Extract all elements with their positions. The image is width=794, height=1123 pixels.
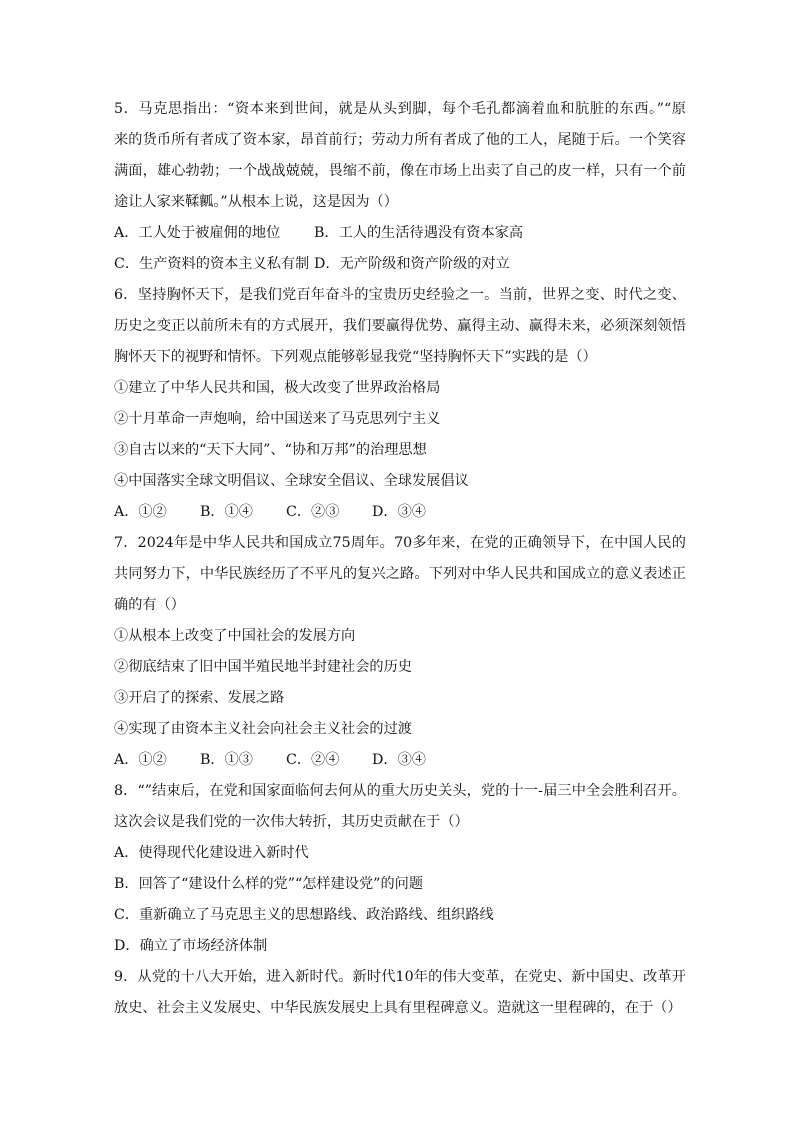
question-6-option-c: C．②③	[286, 504, 340, 520]
question-6-stem-line: 胸怀天下的视野和情怀。下列观点能够彰显我党“坚持胸怀天下”实践的是（）	[114, 349, 597, 365]
question-8-stem-line: 这次会议是我们党的一次伟大转折，其历史贡献在于（）	[114, 814, 469, 830]
question-6-stem-line: 历史之变正以前所未有的方式展开，我们要赢得优势、赢得主动、赢得未来，必须深刻领悟	[114, 318, 686, 334]
question-8-option-c: C．重新确立了马克思主义的思想路线、政治路线、组织路线	[114, 907, 494, 923]
question-8	[114, 776, 686, 962]
question-6-item: ②十月革命一声炮响，给中国送来了马克思列宁主义	[114, 411, 441, 427]
question-5-option-c: C．生产资料的资本主义私有制	[114, 256, 310, 272]
question-5-options-row-2	[114, 249, 686, 280]
question-6-item: ④中国落实全球文明倡议、全球安全倡议、全球发展倡议	[114, 473, 469, 489]
question-9	[114, 962, 686, 1024]
question-content	[114, 94, 686, 1024]
question-6-option-a: A．①②	[114, 504, 167, 520]
question-9-stem-line: 9．从党的十八大开始，进入新时代。新时代10年的伟大变革，在党史、新中国史、改革开	[114, 969, 686, 985]
question-8-option-d: D．确立了市场经济体制	[114, 938, 268, 954]
question-6-item: ①建立了中华人民共和国，极大改变了世界政治格局	[114, 380, 441, 396]
question-7-item: ③开启了的探索、发展之路	[114, 690, 285, 706]
question-5-option-d: D．无产阶级和资产阶级的对立	[314, 256, 510, 272]
question-5-stem-line: 满面，雄心勃勃；一个战战兢兢，畏缩不前，像在市场上出卖了自己的皮一样，只有一个前	[114, 163, 686, 179]
question-6-option-b: B．①④	[200, 504, 253, 520]
question-7-option-d: D．③④	[372, 752, 426, 768]
question-7-option-c: C．②④	[286, 752, 340, 768]
question-6-option-d: D．③④	[372, 504, 426, 520]
question-5-option-b: B．工人的生活待遇没有资本家高	[314, 225, 524, 241]
question-7-stem-line: 共同努力下，中华民族经历了不平凡的复兴之路。下列对中华人民共和国成立的意义表述正	[114, 566, 686, 582]
question-7-stem-line: 确的有（）	[114, 597, 185, 613]
question-7-stem-line: 7．2024年是中华人民共和国成立75周年。70多年来，在党的正确领导下，在中国人民的	[114, 535, 686, 551]
question-5-stem-line: 途让人家来鞣瓤。”从根本上说，这是因为（）	[114, 194, 398, 210]
question-6-item: ③自古以来的“天下大同”、“协和万邦”的治理思想	[114, 442, 427, 458]
question-7-item: ①从根本上改变了中国社会的发展方向	[114, 628, 356, 644]
question-7-item: ②彻底结束了旧中国半殖民地半封建社会的历史	[114, 659, 412, 675]
question-5-stem-line: 5．马克思指出：“资本来到世间，就是从头到脚，每个毛孔都滴着血和肮脏的东西。”“原	[114, 101, 686, 117]
question-5	[114, 94, 686, 280]
question-7	[114, 528, 686, 776]
question-6-options-row	[114, 497, 686, 528]
question-7-item: ④实现了由资本主义社会向社会主义社会的过渡	[114, 721, 412, 737]
question-7-options-row	[114, 745, 686, 776]
question-5-options-row-1	[114, 218, 686, 249]
question-5-stem-line: 来的货币所有者成了资本家，昂首前行；劳动力所有者成了他的工人，尾随于后。一个笑容	[114, 132, 686, 148]
question-8-option-b: B．回答了“建设什么样的党”“怎样建设党”的问题	[114, 876, 424, 892]
question-6	[114, 280, 686, 528]
question-9-stem-line: 放史、社会主义发展史、中华民族发展史上具有里程碑意义。造就这一里程碑的，在于（）	[114, 1000, 682, 1016]
question-6-stem-line: 6．坚持胸怀天下，是我们党百年奋斗的宝贵历史经验之一。当前，世界之变、时代之变、	[114, 287, 686, 303]
question-5-option-a: A．工人处于被雇佣的地位	[114, 225, 281, 241]
question-7-option-a: A．①②	[114, 752, 167, 768]
question-8-stem-line: 8．“”结束后，在党和国家面临何去何从的重大历史关头，党的十一-届三中全会胜利召开。	[114, 783, 686, 799]
question-8-option-a: A．使得现代化建设进入新时代	[114, 845, 309, 861]
question-7-option-b: B．①③	[200, 752, 253, 768]
